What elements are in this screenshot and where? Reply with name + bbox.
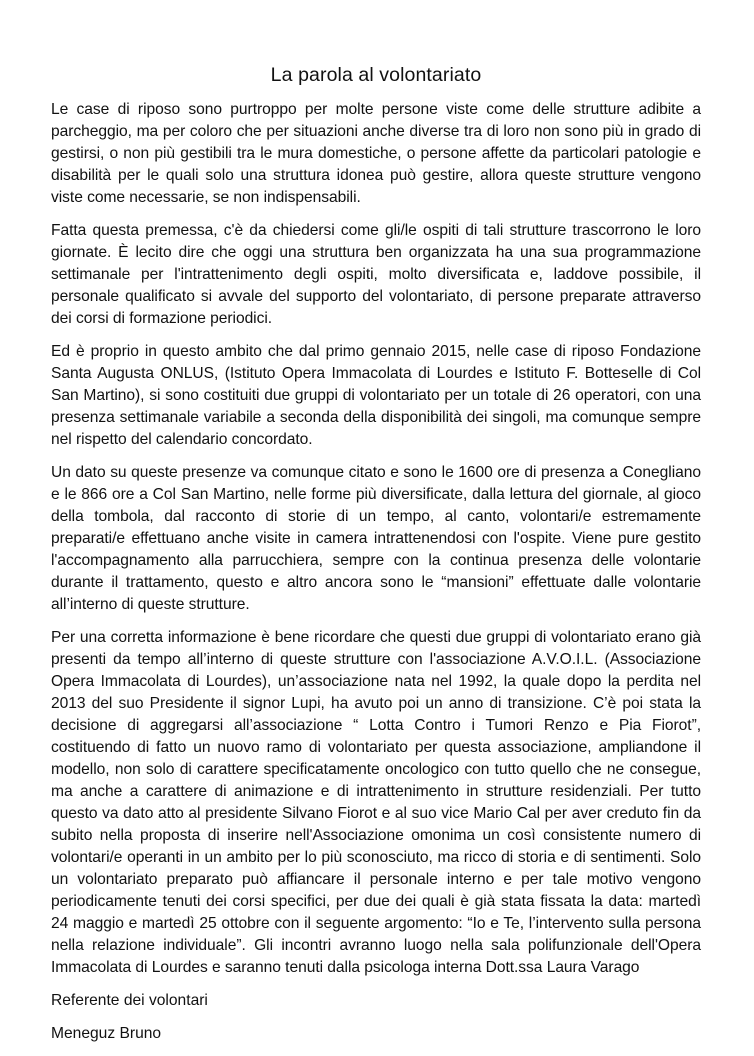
paragraph-volunteer-groups: Ed è proprio in questo ambito che dal primo gennaio 2015, nelle case di riposo Fondazione Santa Augusta ONLUS, (Istituto Opera Immacolata di Lourdes e Istituto F. Botteselle di Col San Martino), si sono costituiti due gruppi di volontariato per un totale di 26 operatori, con una presenza settimanale variabile a seconda della disponibilità dei singoli, ma comunque sempre nel rispetto del calendario concordato.	[51, 343, 701, 448]
signature-name: Meneguz Bruno	[51, 1025, 162, 1042]
signature-role: Referente dei volontari	[51, 992, 208, 1009]
paragraph-premise: Fatta questa premessa, c'è da chiedersi come gli/le ospiti di tali strutture trascorrono le loro giornate. È lecito dire che oggi una struttura ben organizzata ha una sua programmazione settimanale per l'intrattenimento degli ospiti, molto diversificata e, laddove possibile, il personale qualificato si avvale del supporto del volontariato, di persone preparate attraverso dei corsi di formazione periodici.	[51, 222, 701, 327]
document-title: La parola al volontariato	[270, 64, 482, 86]
document-page	[51, 62, 701, 1056]
paragraph-intro: Le case di riposo sono purtroppo per molte persone viste come delle strutture adibite a parcheggio, ma per coloro che per situazioni anche diverse tra di loro non sono più in grado di gestirsi, o non più gestibili tra le mura domestiche, o persone affette da particolari patologie e disabilità per le quali solo una struttura idonea può gestire, allora queste strutture vengono viste come necessarie, se non indispensabili.	[51, 101, 701, 206]
paragraph-history: Per una corretta informazione è bene ricordare che questi due gruppi di volontariato erano già presenti da tempo all’interno di queste strutture con l'associazione A.V.O.I.L. (Associazione Opera Immacolata di Lourdes), un’associazione nata nel 1992, la quale dopo la perdita nel 2013 del suo Presidente il signor Lupi, ha avuto poi un anno di transizione. C’è poi stata la decisione di aggregarsi all’associazione “ Lotta Contro i Tumori Renzo e Pia Fiorot”, costituendo di fatto un nuovo ramo di volontariato per questa associazione, ampliandone il modello, non solo di carattere specificatamente oncologico con tutto quello che ne consegue, ma anche a carattere di animazione e di intrattenimento in strutture residenziali. Per tutto questo va dato atto al presidente Silvano Fiorot e al suo vice Mario Cal per aver creduto fin da subito nella proposta di inserire nell'Associazione omonima un così consistente numero di volontari/e operanti in un ambito per lo più sconosciuto, ma ricco di storia e di sentimenti. Solo un volontariato preparato può affiancare il personale interno e per tale motivo vengono periodicamente tenuti dei corsi specifici, per due dei quali è già stata fissata la data: martedì 24 maggio e martedì 25 ottobre con il seguente argomento: “Io e Te, l’intervento sulla persona nella relazione individuale”. Gli incontri avranno luogo nella sala polifunzionale dell'Opera Immacolata di Lourdes e saranno tenuti dalla psicologa interna Dott.ssa Laura Varago	[51, 629, 701, 976]
paragraph-hours-data: Un dato su queste presenze va comunque citato e sono le 1600 ore di presenza a Conegliano e le 866 ore a Col San Martino, nelle forme più diversificate, dalla lettura del giornale, al gioco della tombola, dal racconto di storie di un tempo, al canto, volontari/e estremamente preparati/e effettuano anche visite in camera intrattenendosi con l'ospite. Viene pure gestito l'accompagnamento alla parrucchiera, sempre con la continua presenza delle volontarie durante il trattamento, questo e altro ancora sono le “mansioni” effettuate dalle volontarie all’interno di queste strutture.	[51, 464, 701, 613]
